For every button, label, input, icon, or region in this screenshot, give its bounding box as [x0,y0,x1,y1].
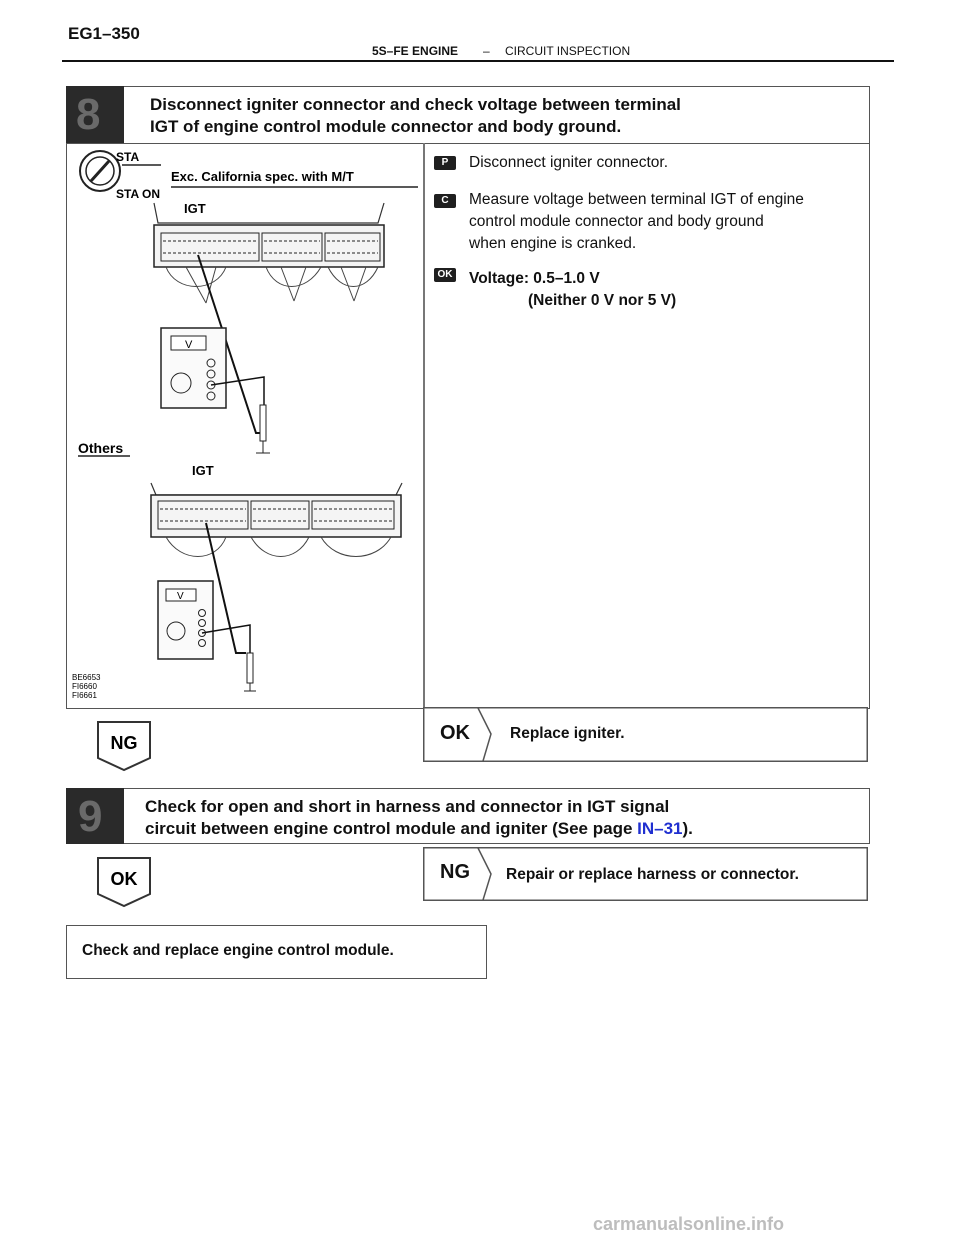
ok-result-arrow [96,856,154,908]
step9-title-line2 [145,818,865,840]
ecm-connector-1 [154,203,384,303]
page-reference-link[interactable]: IN–31 [637,819,683,838]
step9-title-line1: Check for open and short in harness and connector in IGT signal [145,797,670,816]
step9-title-line2-pre: circuit between engine control module and igniter (See page [145,819,638,838]
page-id: EG1–350 [68,24,140,43]
ok-result-action: Replace igniter. [510,725,625,742]
others-label: Others [78,440,124,456]
meter-label-2: V [177,591,184,602]
step9-ng-label: NG [440,861,470,883]
ok-result-box [423,707,868,762]
switch-sta-on-label: STA ON [116,187,160,201]
ok-result-label: OK [440,722,470,744]
voltage-spec: Voltage: 0.5–1.0 V [469,270,600,287]
voltmeter-2 [158,581,213,659]
header-rule [62,60,894,62]
prepare-icon: P [434,156,456,170]
switch-sta-label: STA [116,150,140,164]
instruction-check-line1: Measure voltage between terminal IGT of engine [469,191,804,208]
voltage-spec-note: (Neither 0 V nor 5 V) [528,292,677,309]
watermark: carmanualsonline.info [593,1214,785,1234]
figure-code-2: FI6660 [72,682,97,691]
step9-title [145,796,865,840]
header-separator: – [483,44,490,58]
ng-result-label: NG [110,733,138,753]
header-section: CIRCUIT INSPECTION [505,44,631,58]
igt-label-2: IGT [192,463,214,478]
instruction-check-line2: control module connector and body ground [469,213,764,230]
step9-title-line2-post: ). [682,819,693,838]
step9-ng-action: Repair or replace harness or connector. [506,866,799,883]
meter-label-1: V [185,339,193,351]
step8-number: 8 [76,90,101,139]
instruction-prepare: Disconnect igniter connector. [469,154,669,171]
igt-label-1: IGT [184,201,206,216]
figure-code-1: BE6653 [72,673,101,682]
figure-code-3: FI6661 [72,691,97,700]
ok-icon: OK [434,268,456,282]
ecm-connector-2 [151,483,402,557]
step9-ok-label: OK [110,869,138,889]
wiring-diagram [66,143,423,707]
panel-divider [423,143,425,707]
check-icon: C [434,194,456,208]
instruction-check [469,189,859,255]
ng-result-arrow [96,720,154,772]
header-engine: 5S–FE ENGINE [372,44,459,58]
step9-number: 9 [78,792,103,841]
step8-title [150,94,850,138]
final-action-text: Check and replace engine control module. [82,942,394,959]
step8-title-line1: Disconnect igniter connector and check voltage between terminal [150,95,681,114]
instruction-check-line3: when engine is cranked. [469,235,637,252]
voltmeter-1 [161,328,226,408]
spec-label: Exc. California spec. with M/T [171,169,354,184]
step8-title-line2: IGT of engine control module connector and body ground. [150,117,622,136]
ignition-switch-icon [80,151,120,191]
